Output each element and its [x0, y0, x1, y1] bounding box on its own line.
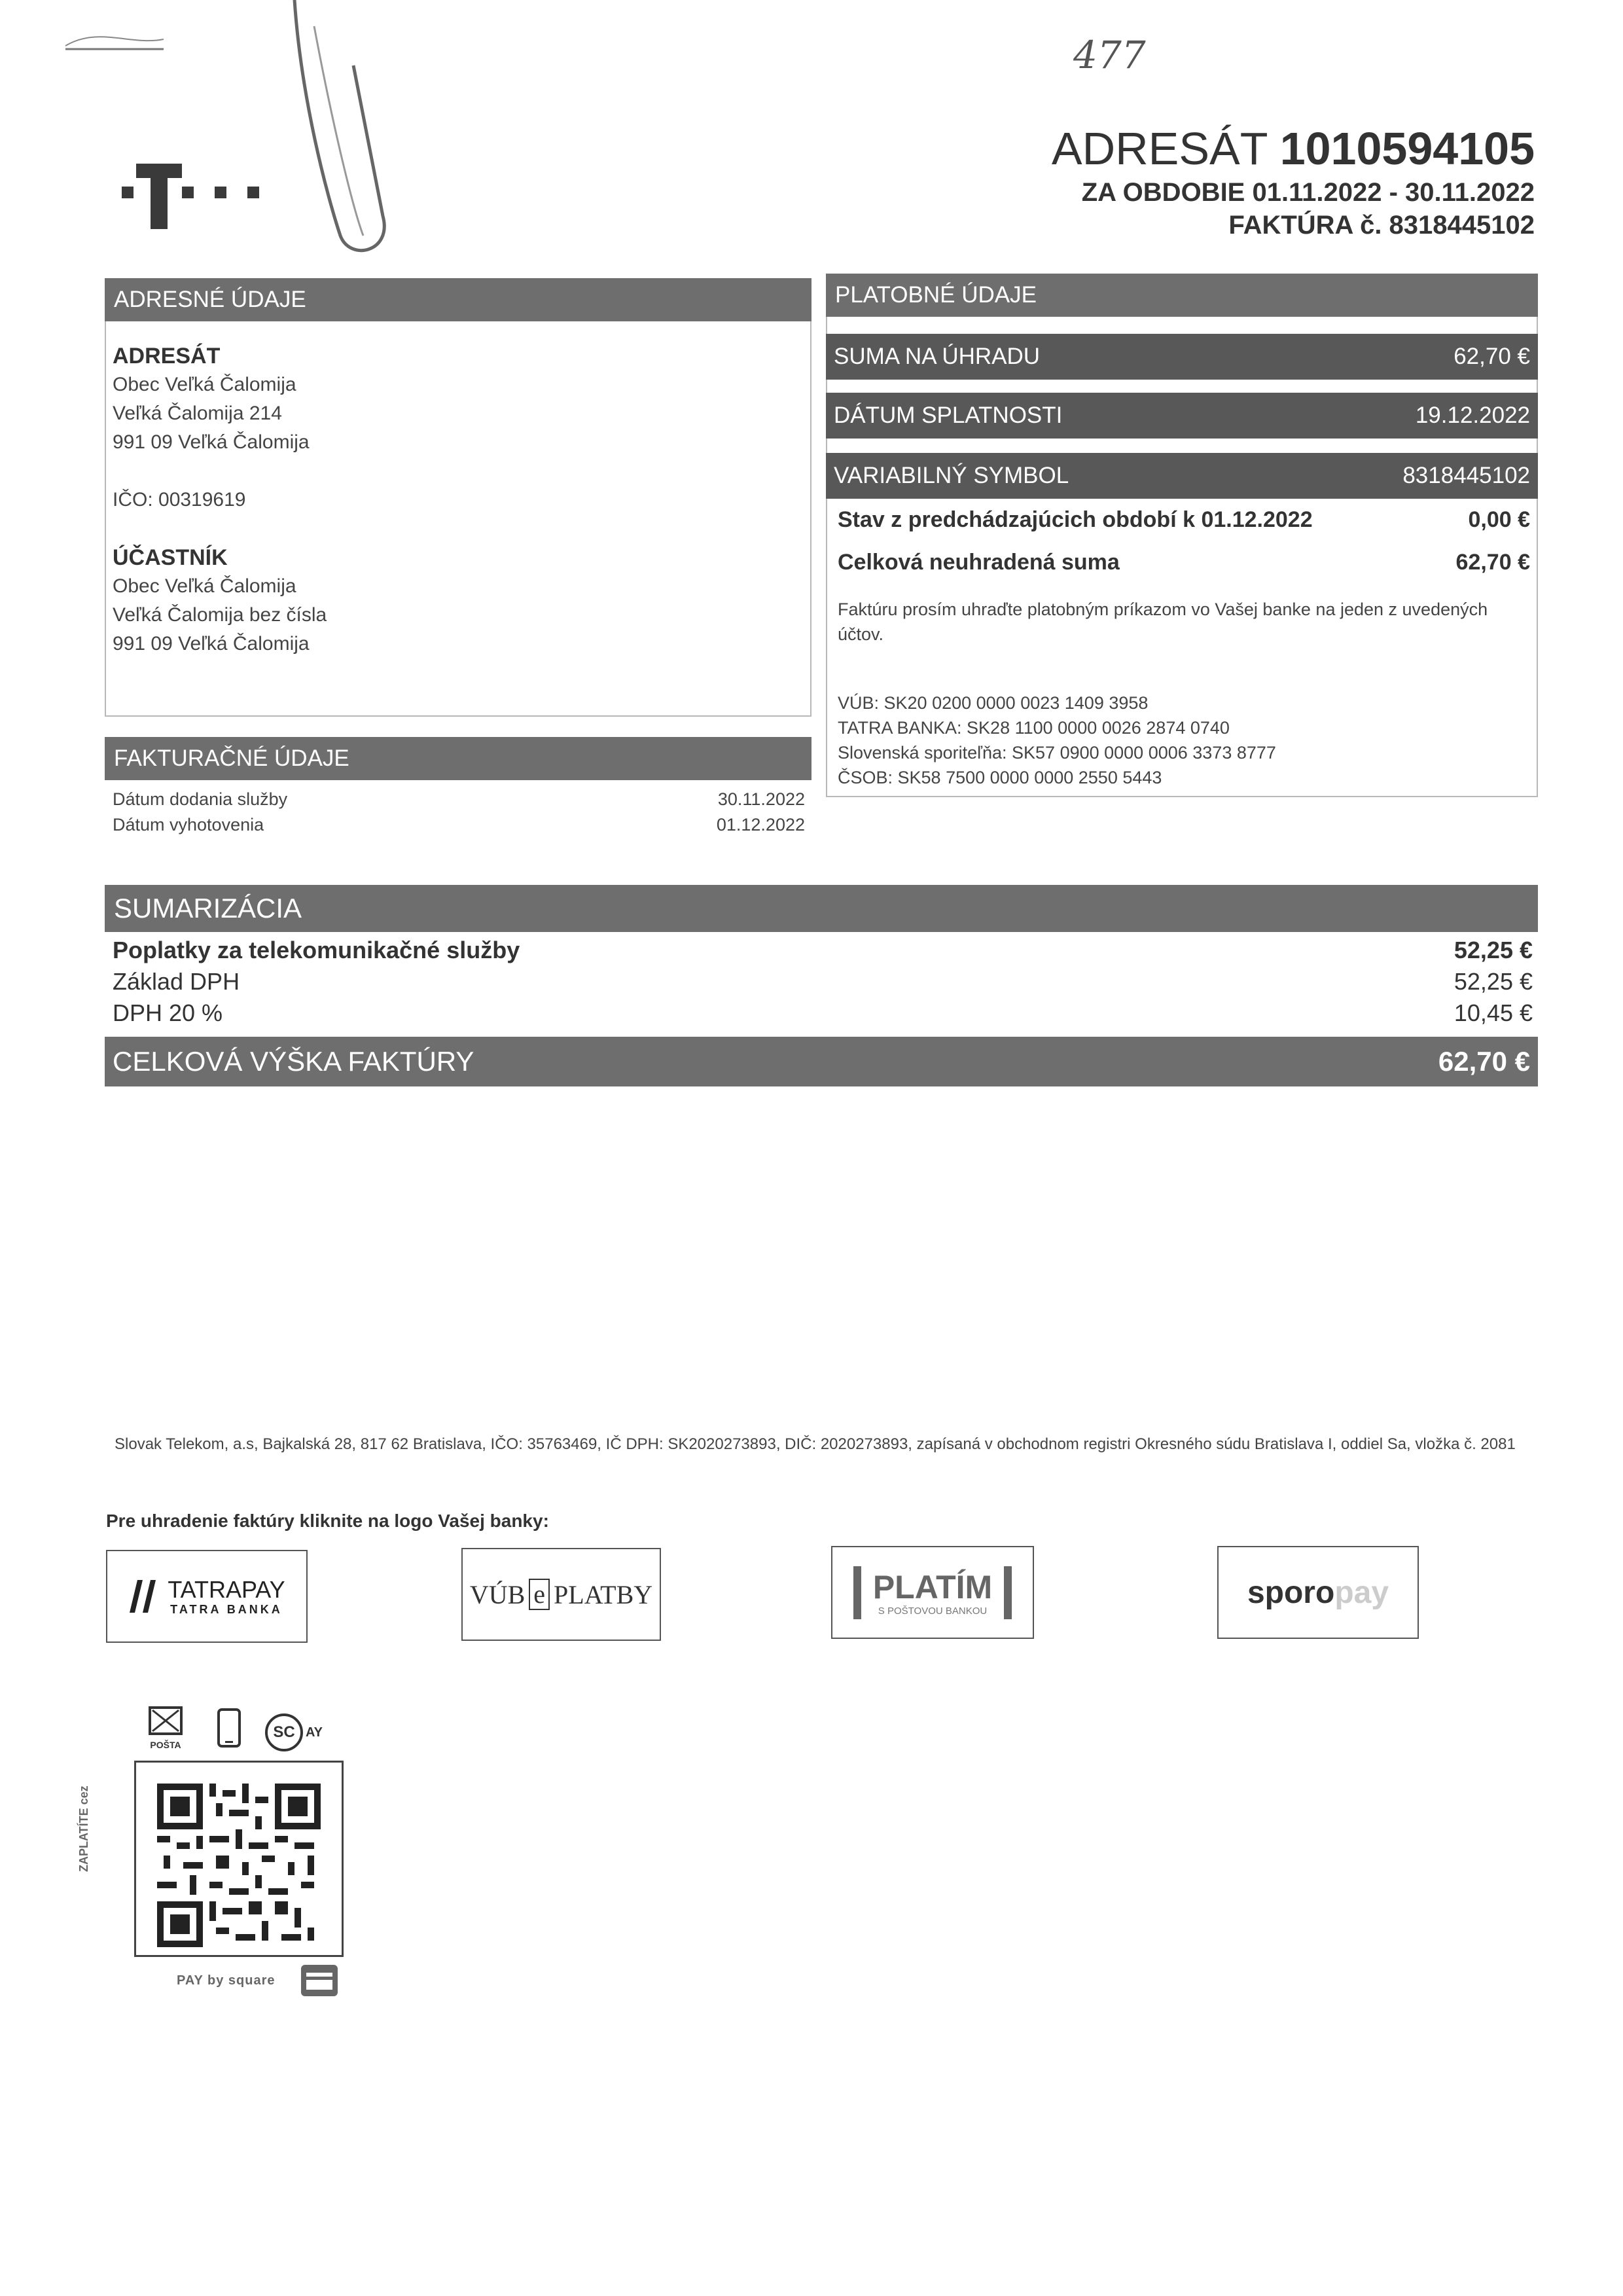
due-date-value: 19.12.2022	[1415, 403, 1530, 428]
tatrapay-text	[168, 1577, 285, 1617]
billing-section-title: FAKTURAČNÉ ÚDAJE	[105, 737, 812, 780]
qr-code-icon[interactable]	[157, 1784, 321, 1947]
ucastnik-heading: ÚČASTNÍK	[113, 545, 228, 570]
previous-balance-row	[838, 504, 1530, 535]
variable-symbol-value: 8318445102	[1402, 463, 1530, 488]
sc-pay-icon	[265, 1713, 323, 1751]
bank-account: TATRA BANKA: SK28 1100 0000 0026 2874 0740	[838, 718, 1230, 738]
summary-row	[113, 997, 1533, 1029]
tatrapay-main-label: TATRAPAY	[168, 1575, 285, 1603]
ucastnik-line-3: 991 09 Veľká Čalomija	[113, 633, 310, 655]
payment-note: Faktúru prosím uhraďte platobným príkazom vo Vašej banke na jeden z uvedených účtov.	[838, 600, 1488, 644]
previous-balance-label: Stav z predchádzajúcich období k 01.12.2022	[838, 507, 1313, 532]
platim-logo	[853, 1566, 1012, 1619]
summary-row-label: Základ DPH	[113, 968, 240, 995]
sc-suffix-label: AY	[306, 1725, 323, 1740]
summary-row	[113, 966, 1533, 997]
sc-label: SC	[265, 1713, 303, 1751]
platim-button[interactable]	[831, 1546, 1034, 1639]
paper-clip-icon	[52, 0, 393, 275]
platim-sub-label: S POŠTOVOU BANKOU	[878, 1605, 988, 1617]
mobile-phone-icon	[216, 1707, 242, 1749]
summary-row-value: 10,45 €	[1454, 999, 1533, 1026]
adresat-number: 1010594105	[1279, 123, 1535, 174]
ico-value: IČO: 00319619	[113, 489, 246, 511]
sporopay-button[interactable]	[1217, 1546, 1419, 1639]
adresat-line-2: Veľká Čalomija 214	[113, 403, 282, 424]
summary-rows	[113, 935, 1533, 1029]
amount-due-value: 62,70 €	[1454, 344, 1530, 369]
adresat-label: ADRESÁT	[1051, 123, 1268, 174]
billing-row-label: Dátum dodania služby	[113, 789, 288, 809]
unpaid-total-row	[838, 547, 1530, 578]
invoice-total-label: CELKOVÁ VÝŠKA FAKTÚRY	[113, 1046, 474, 1077]
summary-row-label: DPH 20 %	[113, 999, 223, 1026]
billing-row-value: 30.11.2022	[717, 789, 805, 809]
due-date-bar	[826, 393, 1538, 439]
handwritten-note: 477	[1073, 33, 1146, 77]
posta-label: POŠTA	[150, 1740, 181, 1750]
adresat-line-1: Obec Veľká Čalomija	[113, 374, 296, 395]
variable-symbol-bar	[826, 453, 1538, 499]
platim-main-label: PLATÍM	[872, 1568, 993, 1605]
billing-row-label: Dátum vyhotovenia	[113, 815, 264, 834]
amount-due-bar	[826, 334, 1538, 380]
company-info: Slovak Telekom, a.s, Bajkalská 28, 817 62 Bratislava, IČO: 35763469, IČ DPH: SK2020273893, DIČ: 2020273893, zapísaná v obchodnom registri Okresného súdu Bratislava I, oddiel Sa, vložka č. 2081	[115, 1435, 1516, 1453]
tatrapay-sub-label: TATRA BANKA	[170, 1602, 283, 1616]
billing-row	[113, 787, 805, 812]
summary-row-label: Poplatky za telekomunikačné služby	[113, 937, 520, 963]
zaplatite-label: ZAPLATÍTE cez	[77, 1785, 90, 1872]
unpaid-total-value: 62,70 €	[1455, 550, 1530, 575]
previous-balance-value: 0,00 €	[1468, 507, 1530, 532]
billing-row-value: 01.12.2022	[716, 815, 805, 834]
invoice-header	[880, 121, 1535, 242]
adresat-heading: ADRESÁT	[113, 344, 221, 368]
bank-account: ČSOB: SK58 7500 0000 0000 2550 5443	[838, 768, 1162, 787]
summary-row	[113, 935, 1533, 966]
ucastnik-line-2: Veľká Čalomija bez čísla	[113, 604, 327, 626]
billing-period: ZA OBDOBIE 01.11.2022 - 30.11.2022	[1081, 178, 1535, 207]
bank-accounts	[838, 691, 1518, 790]
ucastnik-line-1: Obec Veľká Čalomija	[113, 575, 296, 597]
tatrapay-slash-icon	[128, 1577, 161, 1616]
summary-section-title: SUMARIZÁCIA	[105, 885, 1538, 932]
adresat-line-3: 991 09 Veľká Čalomija	[113, 431, 310, 453]
pay-prompt: Pre uhradenie faktúry kliknite na logo Vašej banky:	[106, 1511, 549, 1531]
variable-symbol-label: VARIABILNÝ SYMBOL	[834, 463, 1069, 488]
summary-row-value: 52,25 €	[1454, 968, 1533, 995]
pay-by-square-label: PAY by square	[177, 1973, 276, 1988]
card-icon	[300, 1964, 339, 1998]
unpaid-total-label: Celková neuhradená suma	[838, 550, 1120, 575]
bank-account: Slovenská sporiteľňa: SK57 0900 0000 0006 3373 8777	[838, 743, 1276, 762]
invoice-total-value: 62,70 €	[1438, 1046, 1530, 1077]
address-content	[113, 342, 702, 658]
telekom-logo-icon	[116, 160, 274, 232]
vub-label: VÚB	[469, 1579, 526, 1609]
billing-rows	[113, 787, 805, 838]
invoice-number: FAKTÚRA č. 8318445102	[1228, 211, 1535, 240]
address-section-title: ADRESNÉ ÚDAJE	[105, 278, 812, 321]
posta-icon	[143, 1705, 188, 1752]
tatrapay-button[interactable]	[106, 1550, 308, 1643]
due-date-label: DÁTUM SPLATNOSTI	[834, 403, 1063, 428]
vub-platby-label: PLATBY	[554, 1579, 653, 1609]
summary-row-value: 52,25 €	[1454, 937, 1533, 963]
vub-eplatby-button[interactable]	[461, 1548, 661, 1641]
sporo-label: sporo	[1247, 1575, 1335, 1610]
pay-label: pay	[1334, 1575, 1389, 1610]
payment-section-title: PLATOBNÉ ÚDAJE	[826, 274, 1538, 317]
bank-account: VÚB: SK20 0200 0000 0023 1409 3958	[838, 693, 1149, 713]
amount-due-label: SUMA NA ÚHRADU	[834, 344, 1041, 369]
posta-envelope-icon	[147, 1705, 184, 1736]
invoice-total-bar	[105, 1037, 1538, 1086]
adresat-line	[880, 121, 1535, 176]
vub-e-label: e	[529, 1579, 550, 1610]
billing-row	[113, 812, 805, 838]
